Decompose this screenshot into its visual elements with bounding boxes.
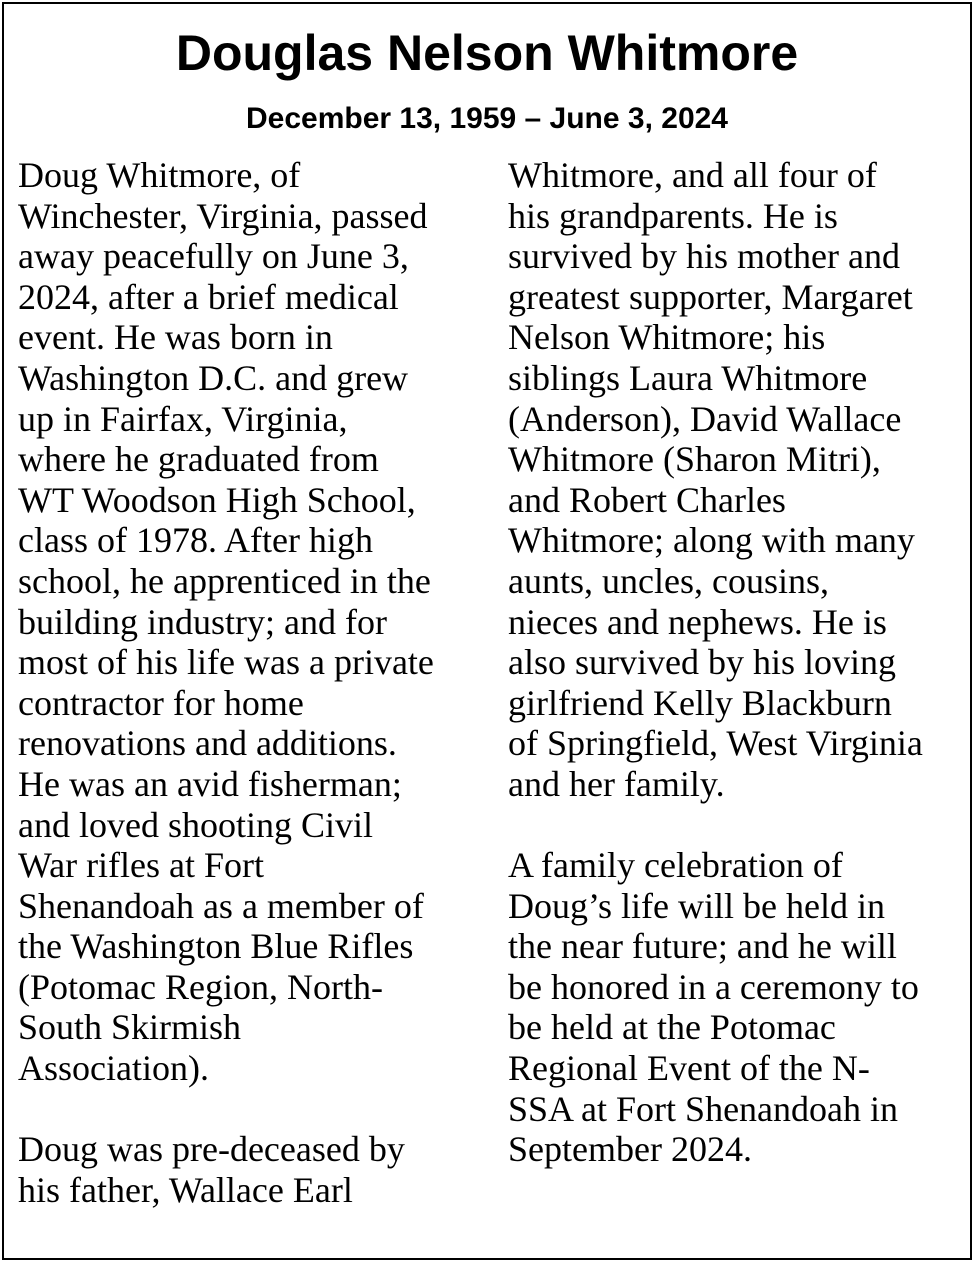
text-line: (Potomac Region, North-	[18, 966, 383, 1007]
text-line: 2024, after a brief medical	[18, 276, 399, 317]
text-line: up in Fairfax, Virginia,	[18, 398, 348, 439]
text-line: and her family.	[508, 763, 725, 804]
text-line: survived by his mother and	[508, 236, 900, 277]
text-line: girlfriend Kelly Blackburn	[508, 682, 892, 723]
obituary-dates: December 13, 1959 – June 3, 2024	[246, 102, 728, 135]
text-line: away peacefully on June 3,	[18, 236, 409, 277]
text-line: and loved shooting Civil	[18, 804, 373, 845]
text-line: Association).	[18, 1048, 209, 1089]
text-line: Whitmore (Sharon Mitri),	[508, 439, 881, 480]
text-line: and Robert Charles	[508, 479, 786, 520]
text-line: his father, Wallace Earl	[18, 1169, 353, 1210]
text-line: Whitmore; along with many	[508, 520, 915, 561]
text-line: also survived by his loving	[508, 642, 896, 683]
obituary-frame	[2, 2, 972, 1260]
text-line: building industry; and for	[18, 601, 387, 642]
left-paragraph-2	[18, 1129, 488, 1210]
right-paragraph-2	[508, 845, 968, 1170]
text-line: SSA at Fort Shenandoah in	[508, 1088, 899, 1129]
text-line: be honored in a ceremony to	[508, 966, 919, 1007]
text-line: He was an avid fisherman;	[18, 763, 402, 804]
text-line: the near future; and he will	[508, 926, 897, 967]
text-line: where he graduated from	[18, 439, 379, 480]
text-line: most of his life was a private	[18, 642, 434, 683]
text-line: Doug was pre-deceased by	[18, 1129, 405, 1170]
text-line: be held at the Potomac	[508, 1007, 836, 1048]
paragraph-gap	[18, 1089, 488, 1130]
left-paragraph-1	[18, 155, 488, 1089]
text-line: Whitmore, and all four of	[508, 155, 877, 195]
right-column	[508, 155, 968, 1170]
text-line: WT Woodson High School,	[18, 479, 416, 520]
text-line: Doug Whitmore, of	[18, 155, 301, 195]
text-line: greatest supporter, Margaret	[508, 276, 913, 317]
text-line: Winchester, Virginia, passed	[18, 195, 428, 236]
text-line: War rifles at Fort	[18, 845, 265, 886]
text-line: of Springfield, West Virginia	[508, 723, 923, 764]
text-line: September 2024.	[508, 1129, 752, 1170]
paragraph-gap	[508, 805, 968, 846]
text-line: South Skirmish	[18, 1007, 242, 1048]
text-line: nieces and nephews. He is	[508, 601, 887, 642]
text-line: his grandparents. He is	[508, 195, 838, 236]
text-line: aunts, uncles, cousins,	[508, 560, 829, 601]
text-line: event. He was born in	[18, 317, 333, 358]
text-line: A family celebration of	[508, 845, 843, 886]
text-line: class of 1978. After high	[18, 520, 373, 561]
text-line: siblings Laura Whitmore	[508, 357, 868, 398]
text-line: school, he apprenticed in the	[18, 560, 431, 601]
text-line: Regional Event of the N-	[508, 1048, 870, 1089]
text-line: Nelson Whitmore; his	[508, 317, 826, 358]
text-line: contractor for home	[18, 682, 304, 723]
text-line: Shenandoah as a member of	[18, 885, 424, 926]
text-line: Doug’s life will be held in	[508, 885, 885, 926]
right-paragraph-1	[508, 155, 968, 805]
left-column	[18, 155, 488, 1210]
obituary-name: Douglas Nelson Whitmore	[175, 25, 799, 81]
text-line: Washington D.C. and grew	[18, 357, 409, 398]
text-line: renovations and additions.	[18, 723, 397, 764]
text-line: (Anderson), David Wallace	[508, 398, 902, 439]
text-line: the Washington Blue Rifles	[18, 926, 414, 967]
